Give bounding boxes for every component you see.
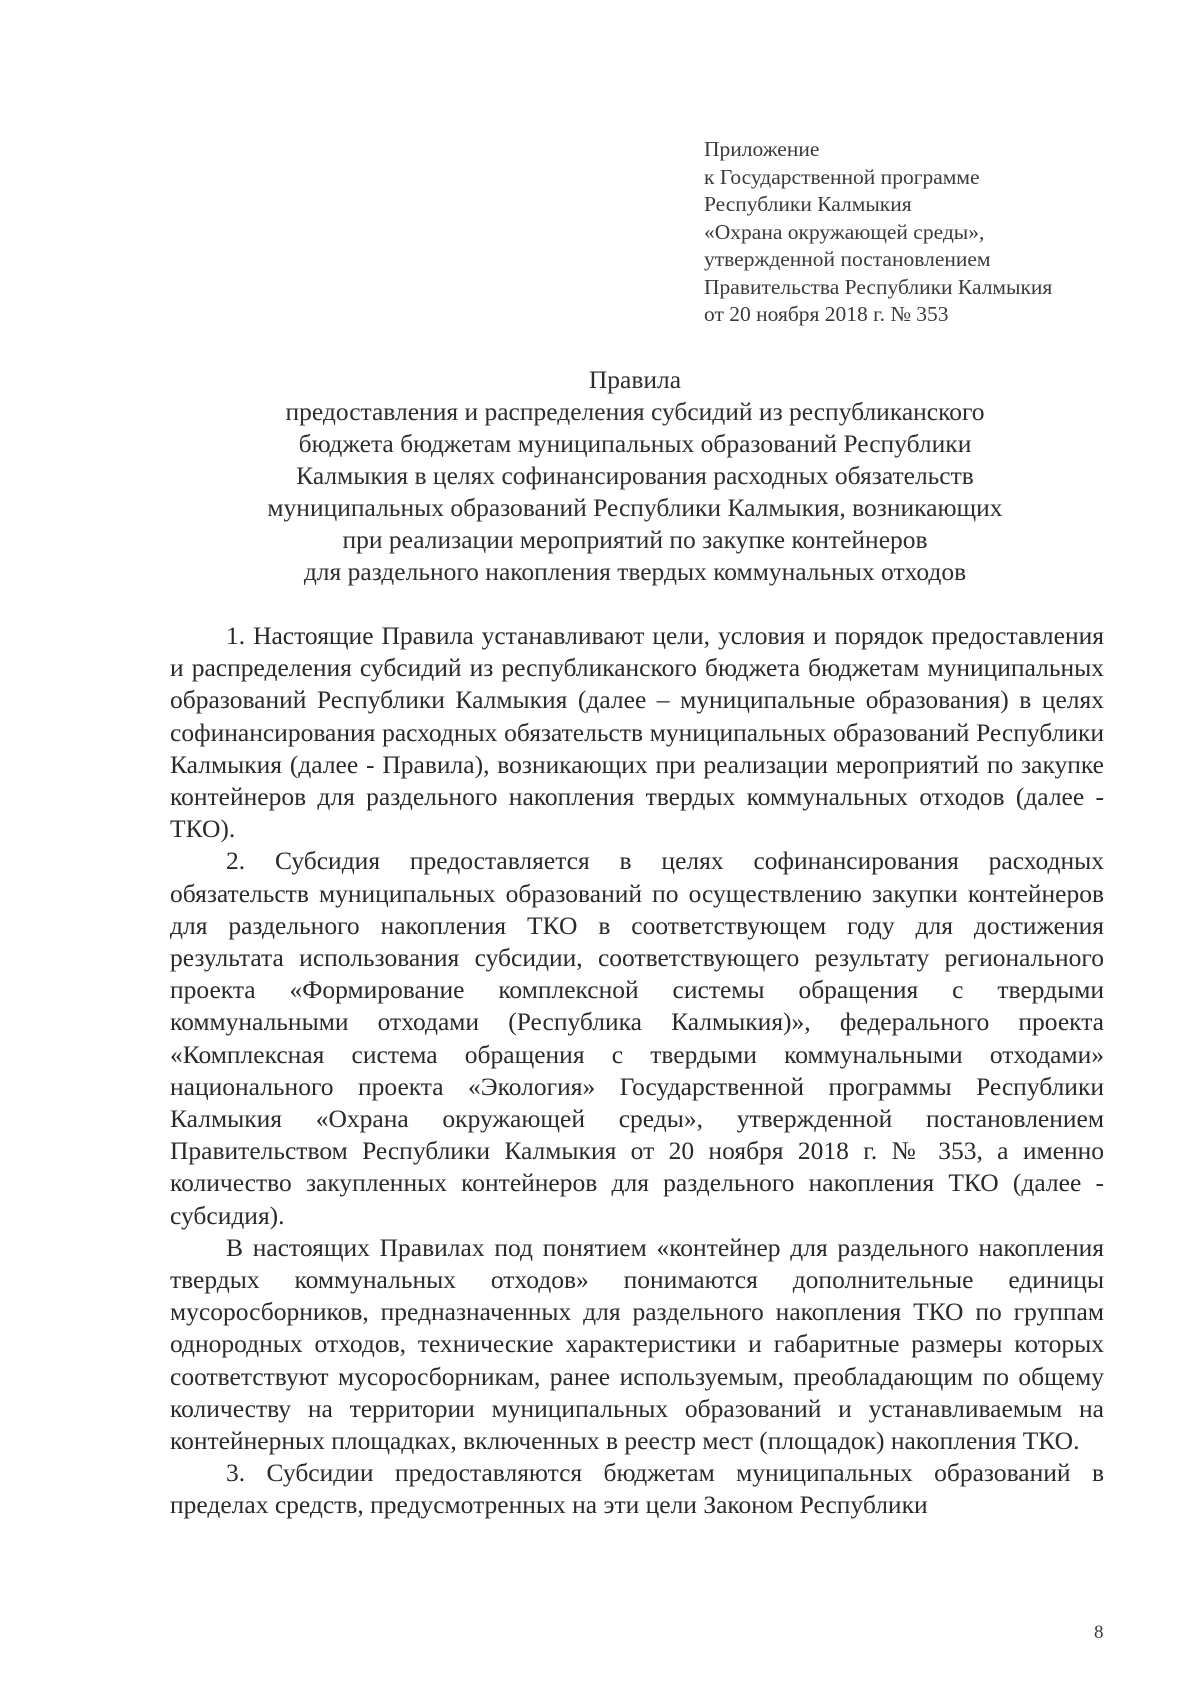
paragraph-2: 2. Субсидия предоставляется в целях софинансирования расходных обязательств муниципальных образований по осуществлению закупки контейнеров для раздельного накопления ТКО в соответствующем году для достижения результата использования субсидии, соответствующего результату регионального проекта «Формирование комплексной системы обращения с твердыми коммунальными отходами (Республика Калмыкия)», федерального проекта «Комплексная система обращения с твердыми коммунальными отходами» национального проекта «Экология» Государственной программы Республики Калмыкия «Охрана окружающей среды», утвержденной постановлением Правительством Республики Калмыкия от 20 ноября 2018 г. № 353, а именно количество закупленных контейнеров для раздельного накопления ТКО (далее - субсидия).: [170, 846, 1104, 1230]
document-body: [170, 620, 1104, 1522]
title-line: при реализации мероприятий по закупке контейнеров: [342, 525, 928, 554]
document-title: [170, 364, 1100, 588]
appendix-line: Республики Калмыкия: [704, 192, 912, 216]
title-line: для раздельного накопления твердых коммунальных отходов: [303, 557, 967, 586]
title-line: муниципальных образований Республики Калмыкия, возникающих: [267, 493, 1003, 522]
appendix-note: [704, 136, 1124, 329]
paragraph-1: 1. Настоящие Правила устанавливают цели, условия и порядок предоставления и распределения субсидий из республиканского бюджета бюджетам муниципальных образований Республики Калмыкия (далее – муниципальные образования) в целях софинансирования расходных обязательств муниципальных образований Республики Калмыкия (далее - Правила), возникающих при реализации мероприятий по закупке контейнеров для раздельного накопления твердых коммунальных отходов (далее - ТКО).: [170, 621, 1104, 844]
appendix-line: утвержденной постановлением: [704, 247, 991, 271]
title-line: Калмыкия в целях софинансирования расходных обязательств: [296, 461, 974, 490]
appendix-line: к Государственной программе: [704, 164, 980, 189]
title-heading: Правила: [588, 365, 682, 394]
title-line: бюджета бюджетам муниципальных образований Республики: [298, 429, 972, 458]
paragraph-3: В настоящих Правилах под понятием «контейнер для раздельного накопления твердых коммунальных отходов» понимаются дополнительные единицы мусоросборников, предназначенных для раздельного накопления ТКО по группам однородных отходов, технические характеристики и габаритные размеры которых соответствуют мусоросборникам, ранее используемым, преобладающим по общему количеству на территории муниципальных образований и устанавливаемым на контейнерных площадках, включенных в реестр мест (площадок) накопления ТКО.: [170, 1232, 1104, 1456]
appendix-line: «Охрана окружающей среды»,: [704, 219, 985, 244]
title-line: предоставления и распределения субсидий из республиканского: [285, 397, 985, 426]
paragraph-4: 3. Субсидии предоставляются бюджетам муниципальных образований в пределах средств, предусмотренных на эти цели Законом Республики: [170, 1458, 1104, 1520]
appendix-line: Правительства Республики Калмыкия: [704, 274, 1053, 299]
page-number: 8: [1094, 1622, 1104, 1643]
appendix-line: Приложение: [704, 137, 820, 161]
appendix-line: от 20 ноября 2018 г. № 353: [704, 302, 949, 326]
